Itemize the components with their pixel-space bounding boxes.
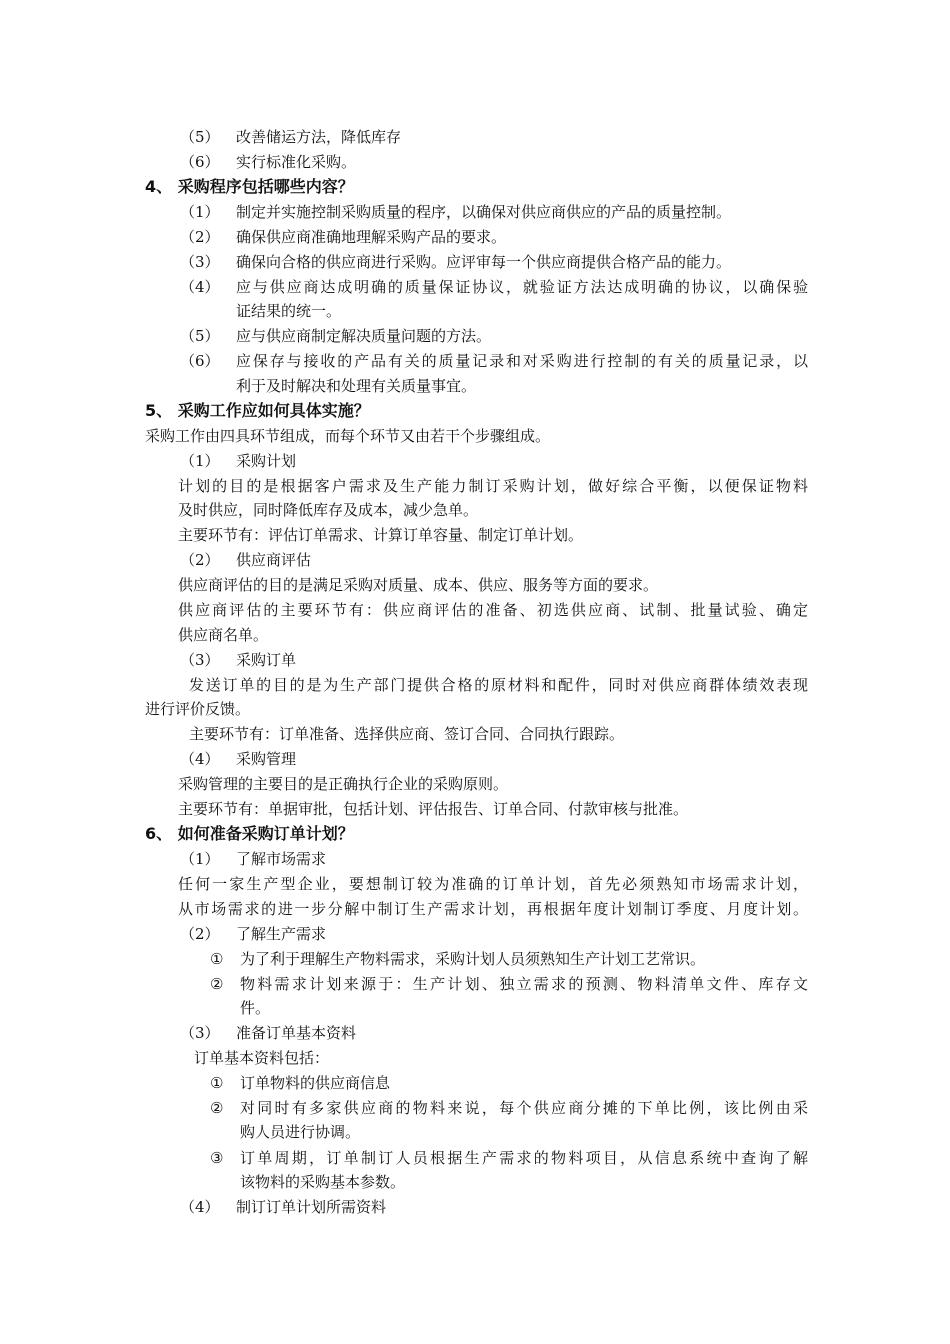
paragraph: 供应商评估的主要环节有：供应商评估的准备、初选供应商、试制、批量试验、确定 — [178, 601, 808, 619]
paragraph: 主要环节有：单据审批，包括计划、评估报告、订单合同、付款审核与批准。 — [178, 800, 689, 818]
item-text: 订单周期，订单制订人员根据生产需求的物料项目，从信息系统中查询了解 — [240, 1149, 808, 1167]
item-number: （6） — [180, 352, 220, 370]
item-number: （1） — [180, 850, 220, 868]
paragraph: 发送订单的目的是为生产部门提供合格的原材料和配件，同时对供应商群体绩效表现 — [189, 676, 808, 694]
item-heading: 采购管理 — [236, 750, 297, 768]
item-text: 制定并实施控制采购质量的程序，以确保对供应商供应的产品的质量控制。 — [236, 203, 732, 221]
circled-number: ③ — [210, 1149, 224, 1167]
item-text: 确保向合格的供应商进行采购。应评审每一个供应商提供合格产品的能力。 — [236, 253, 732, 271]
item-heading: 了解生产需求 — [236, 925, 327, 943]
item-text: 应保存与接收的产品有关的质量记录和对采购进行控制的有关的质量记录，以 — [236, 352, 808, 370]
paragraph: 及时供应，同时降低库存及成本，减少急单。 — [178, 501, 479, 519]
item-heading: 供应商评估 — [236, 551, 312, 569]
item-number: （1） — [180, 203, 220, 221]
item-text: 实行标准化采购。 — [236, 153, 357, 171]
item-heading: 制订订单计划所需资料 — [236, 1198, 387, 1216]
paragraph: 采购管理的主要目的是正确执行企业的采购原则。 — [178, 775, 509, 793]
item-text: 对同时有多家供应商的物料来说，每个供应商分摊的下单比例，该比例由采 — [240, 1099, 808, 1117]
item-number: （3） — [180, 1024, 220, 1042]
paragraph: 供应商评估的目的是满足采购对质量、成本、供应、服务等方面的要求。 — [178, 576, 659, 594]
item-heading: 采购订单 — [236, 651, 297, 669]
item-number: （5） — [180, 327, 220, 345]
circled-number: ② — [210, 975, 224, 993]
item-number: （4） — [180, 750, 220, 768]
paragraph: 进行评价反馈。 — [145, 700, 251, 718]
section-heading: 6、 如何准备采购订单计划？ — [145, 824, 354, 843]
item-text-continued: 该物料的采购基本参数。 — [240, 1173, 406, 1191]
item-number: （2） — [180, 228, 220, 246]
paragraph: 任何一家生产型企业，要想制订较为准确的订单计划，首先必须熟知市场需求计划， — [178, 875, 808, 893]
item-text: 应与供应商达成明确的质量保证协议，就验证方法达成明确的协议，以确保验 — [236, 278, 808, 296]
item-text-continued: 利于及时解决和处理有关质量事宜。 — [236, 377, 477, 395]
item-text-continued: 证结果的统一。 — [236, 302, 342, 320]
circled-number: ① — [210, 950, 224, 968]
item-text: 物料需求计划来源于：生产计划、独立需求的预测、物料清单文件、库存文 — [240, 975, 808, 993]
paragraph: 主要环节有：订单准备、选择供应商、签订合同、合同执行跟踪。 — [189, 725, 625, 743]
item-number: （2） — [180, 925, 220, 943]
item-number: （4） — [180, 278, 220, 296]
item-text: 订单物料的供应商信息 — [240, 1074, 391, 1092]
item-number: （3） — [180, 253, 220, 271]
paragraph: 采购工作由四具环节组成，而每个环节又由若干个步骤组成。 — [145, 427, 551, 445]
item-number: （3） — [180, 651, 220, 669]
item-number: （5） — [180, 128, 220, 146]
item-number: （4） — [180, 1198, 220, 1216]
item-heading: 了解市场需求 — [236, 850, 327, 868]
item-text-continued: 购人员进行协调。 — [240, 1123, 361, 1141]
item-text: 应与供应商制定解决质量问题的方法。 — [236, 327, 492, 345]
paragraph: 从市场需求的进一步分解中制订生产需求计划，再根据年度计划制订季度、月度计划。 — [178, 900, 808, 918]
paragraph: 订单基本资料包括： — [194, 1049, 330, 1067]
item-number: （2） — [180, 551, 220, 569]
circled-number: ② — [210, 1099, 224, 1117]
item-text-continued: 件。 — [240, 999, 271, 1017]
paragraph: 计划的目的是根据客户需求及生产能力制订采购计划，做好综合平衡，以便保证物料 — [178, 477, 808, 495]
item-number: （6） — [180, 153, 220, 171]
item-text: 改善储运方法，降低库存 — [236, 128, 402, 146]
item-text: 为了利于理解生产物料需求，采购计划人员须熟知生产计划工艺常识。 — [240, 950, 706, 968]
circled-number: ① — [210, 1074, 224, 1092]
item-text: 确保供应商准确地理解采购产品的要求。 — [236, 228, 507, 246]
item-number: （1） — [180, 452, 220, 470]
item-heading: 准备订单基本资料 — [236, 1024, 357, 1042]
paragraph: 主要环节有：评估订单需求、计算订单容量、制定订单计划。 — [178, 526, 584, 544]
item-heading: 采购计划 — [236, 452, 297, 470]
section-heading: 5、 采购工作应如何具体实施？ — [145, 401, 370, 420]
section-heading: 4、 采购程序包括哪些内容？ — [145, 177, 354, 196]
paragraph: 供应商名单。 — [178, 626, 269, 644]
